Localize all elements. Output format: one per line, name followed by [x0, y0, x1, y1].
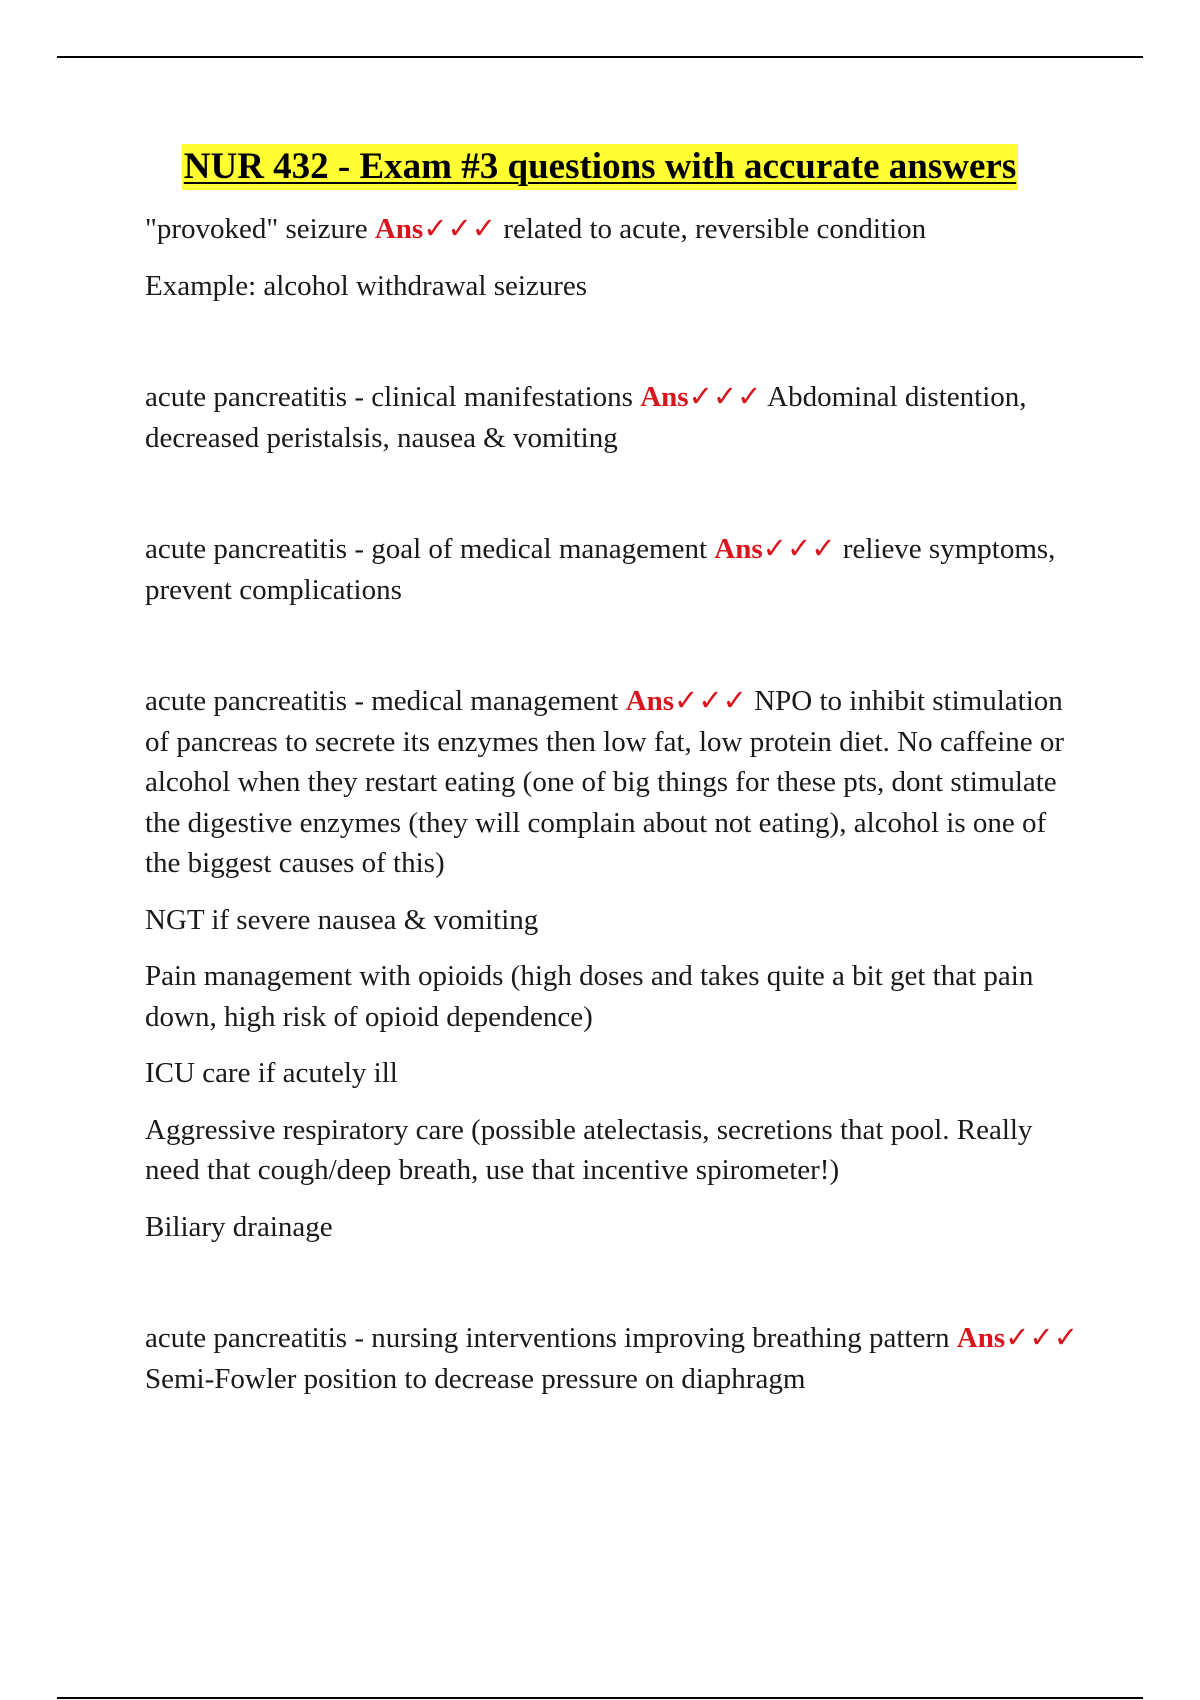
checkmark-icon: ✓✓✓: [423, 213, 497, 245]
answer-text: relieve symptoms, prevent complications: [145, 533, 1056, 606]
qa-line: [145, 209, 1080, 250]
question-text: acute pancreatitis - goal of medical management: [145, 533, 708, 565]
checkmark-icon: ✓✓✓: [674, 685, 747, 717]
spacer: [145, 626, 1080, 681]
checkmark-icon: ✓✓✓: [688, 381, 762, 413]
checkmark-icon: ✓✓✓: [1005, 1322, 1079, 1354]
qa-entry: [145, 209, 1080, 306]
answer-label: Ans: [714, 533, 763, 565]
top-rule: [57, 56, 1143, 58]
answer-text: Semi-Fowler position to decrease pressure on diaphragm: [145, 1362, 806, 1395]
page-title: NUR 432 - Exam #3 questions with accurate answers: [182, 144, 1018, 190]
spacer: [145, 322, 1080, 377]
answer-label: Ans: [956, 1322, 1006, 1354]
qa-line: [145, 681, 1080, 884]
question-text: acute pancreatitis - nursing interventions improving breathing pattern: [145, 1322, 950, 1354]
qa-line: [145, 377, 1080, 458]
note-line: Pain management with opioids (high doses and takes quite a bit get that pain down, high risk of opioid dependence): [145, 960, 1034, 1033]
answer-label: Ans: [625, 685, 675, 717]
qa-line: [145, 529, 1080, 610]
answer-text: related to acute, reversible condition: [503, 213, 927, 245]
checkmark-icon: ✓✓✓: [762, 533, 836, 565]
question-text: "provoked" seizure: [145, 213, 368, 245]
question-text: acute pancreatitis - medical management: [145, 685, 619, 717]
note-line: Example: alcohol withdrawal seizures: [145, 269, 588, 302]
spacer: [145, 1263, 1080, 1318]
note-line: ICU care if acutely ill: [145, 1057, 398, 1089]
question-text: acute pancreatitis - clinical manifestations: [145, 381, 633, 413]
note-line: Aggressive respiratory care (possible atelectasis, secretions that pool. Really need that cough/deep breath, use that incentive spirometer!): [145, 1113, 1033, 1186]
answer-label: Ans: [640, 381, 689, 413]
answer-text: NPO to inhibit stimulation of pancreas to secrete its enzymes then low fat, low protein diet. No caffeine or alcohol when they restart eating (one of big things for these pts, dont stimulate the digestive enzymes (they will complain about not eating), alcohol is one of the biggest causes of this): [145, 685, 1065, 879]
answer-text: Abdominal distention, decreased peristalsis, nausea & vomiting: [145, 381, 1027, 454]
qa-list: [145, 209, 1080, 1415]
spacer: [145, 474, 1080, 529]
qa-line: [145, 1318, 1080, 1399]
qa-entry: [145, 1318, 1080, 1399]
qa-entry: [145, 681, 1080, 1247]
note-line: Biliary drainage: [145, 1210, 333, 1243]
qa-entry: [145, 377, 1080, 458]
bottom-rule: [57, 1697, 1143, 1699]
title-container: [0, 144, 1200, 190]
qa-entry: [145, 529, 1080, 610]
note-line: NGT if severe nausea & vomiting: [145, 903, 539, 936]
answer-label: Ans: [374, 213, 424, 245]
